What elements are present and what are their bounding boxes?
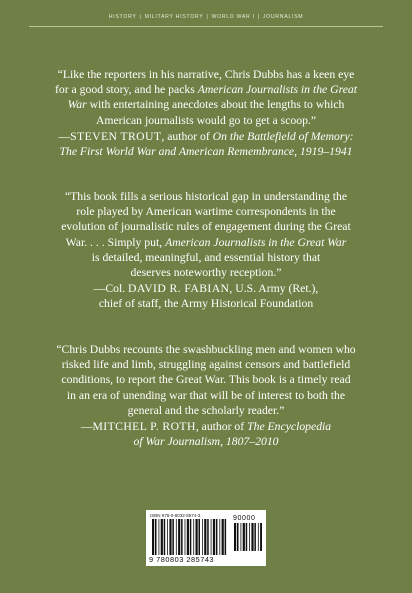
blurb-line: “Like the reporters in his narrative, Chris Dubbs has a keen eye	[57, 68, 355, 81]
blurb-line: general and the scholarly reader.”	[127, 403, 285, 417]
barcode-bar	[152, 519, 154, 555]
barcode-bar	[225, 519, 227, 555]
blurb-line: deserves noteworthy reception.”	[130, 266, 282, 280]
subject-categories	[0, 14, 412, 20]
barcode-bar	[213, 519, 215, 555]
blurb-line: is detailed, meaningful, and essential history that	[91, 250, 321, 264]
blurb-attribution-line: The First World War and American Remembrance, 1919–1941	[59, 145, 353, 159]
blurb-attribution: —MITCHEL P. ROTH, author of The Encyclopedia	[80, 420, 332, 434]
blurb-line: American journalists would go to get a scoop.”	[95, 113, 317, 127]
blurb-line: War. . . . Simply put, American Journalists in the Great War	[65, 235, 347, 249]
subject-history: HISTORY	[108, 14, 137, 20]
blurb-line: War with entertaining anecdotes about the lengths to which	[67, 98, 345, 112]
blurb-mitchel-roth	[24, 342, 388, 449]
isbn-barcode	[146, 510, 266, 566]
barcode-bar	[181, 519, 183, 555]
blurb-line: “Chris Dubbs recounts the swashbuckling men and women who	[56, 343, 356, 356]
price-code-bars	[234, 523, 262, 551]
barcode-bar	[241, 523, 242, 551]
barcode-bar	[243, 523, 245, 551]
subject-separator: |	[206, 14, 209, 20]
blurb-line: role played by American wartime correspondents in the	[76, 205, 336, 219]
barcode-bar	[187, 519, 189, 555]
blurb-line: evolution of journalistic rules of engagement during the Great	[61, 220, 351, 234]
barcode-bar	[204, 519, 206, 555]
price-code: 90000	[233, 515, 256, 522]
barcode-bar	[251, 523, 253, 551]
barcode-bar	[172, 519, 174, 555]
barcode-bar	[167, 519, 168, 555]
barcode-bar	[254, 523, 256, 551]
barcode-bar	[237, 523, 239, 551]
blurb-attribution: —STEVEN TROUT, author of On the Battlefield of Memory:	[58, 129, 354, 143]
barcode-bar	[222, 519, 224, 555]
subject-journalism: JOURNALISM	[262, 14, 304, 20]
barcode-bar	[159, 519, 160, 555]
blurb-line: conditions, to report the Great War. This book is a timely read	[61, 373, 351, 387]
barcode-bar	[155, 519, 157, 555]
blurb-line: risked life and limb, struggling against censors and battlefield	[61, 358, 351, 372]
barcode-bar	[199, 519, 201, 555]
barcode-bar	[176, 519, 177, 555]
ean-digits: 9 780803 285743	[149, 555, 215, 564]
barcode-bar	[193, 519, 194, 555]
blurb-line: in an era of unending war that will be of interest to both the	[66, 388, 346, 402]
barcode-bar	[178, 519, 180, 555]
barcode-bar	[246, 523, 248, 551]
subject-military-history: MILITARY HISTORY	[144, 14, 204, 20]
barcode-bar	[211, 519, 212, 555]
blurb-attribution-line: of War Journalism, 1807–2010	[133, 435, 279, 449]
barcode-bar	[234, 523, 236, 551]
barcode-bar	[207, 519, 209, 555]
barcode-bar	[219, 519, 220, 555]
barcode-bar	[185, 519, 186, 555]
blurb-steven-trout	[24, 67, 388, 159]
blurb-line: “This book fills a serious historical gap in understanding the	[64, 190, 348, 203]
barcode-bar	[260, 523, 262, 551]
subject-world-war-i: WORLD WAR I	[211, 14, 255, 20]
blurb-attribution: —Col. DAVID R. FABIAN, U.S. Army (Ret.),	[93, 282, 319, 296]
barcode-bar	[249, 523, 250, 551]
subject-separator: |	[139, 14, 142, 20]
blurb-david-fabian	[24, 189, 388, 312]
header-rule	[29, 26, 383, 27]
subject-separator: |	[257, 14, 260, 20]
barcode-bar	[164, 519, 166, 555]
isbn-label: ISBN 978-0-8032-8574-3	[150, 513, 201, 518]
barcode-bar	[216, 519, 218, 555]
blurb-attribution-line: chief of staff, the Army Historical Foundation	[98, 297, 314, 311]
barcode-bar	[196, 519, 198, 555]
blurb-line: for a good story, and he packs American Journalists in the Great	[55, 83, 357, 97]
barcode-bars	[152, 519, 228, 555]
barcode-bar	[161, 519, 163, 555]
barcode-bar	[258, 523, 259, 551]
barcode-bar	[202, 519, 203, 555]
barcode-bar	[169, 519, 171, 555]
barcode-bar	[190, 519, 192, 555]
